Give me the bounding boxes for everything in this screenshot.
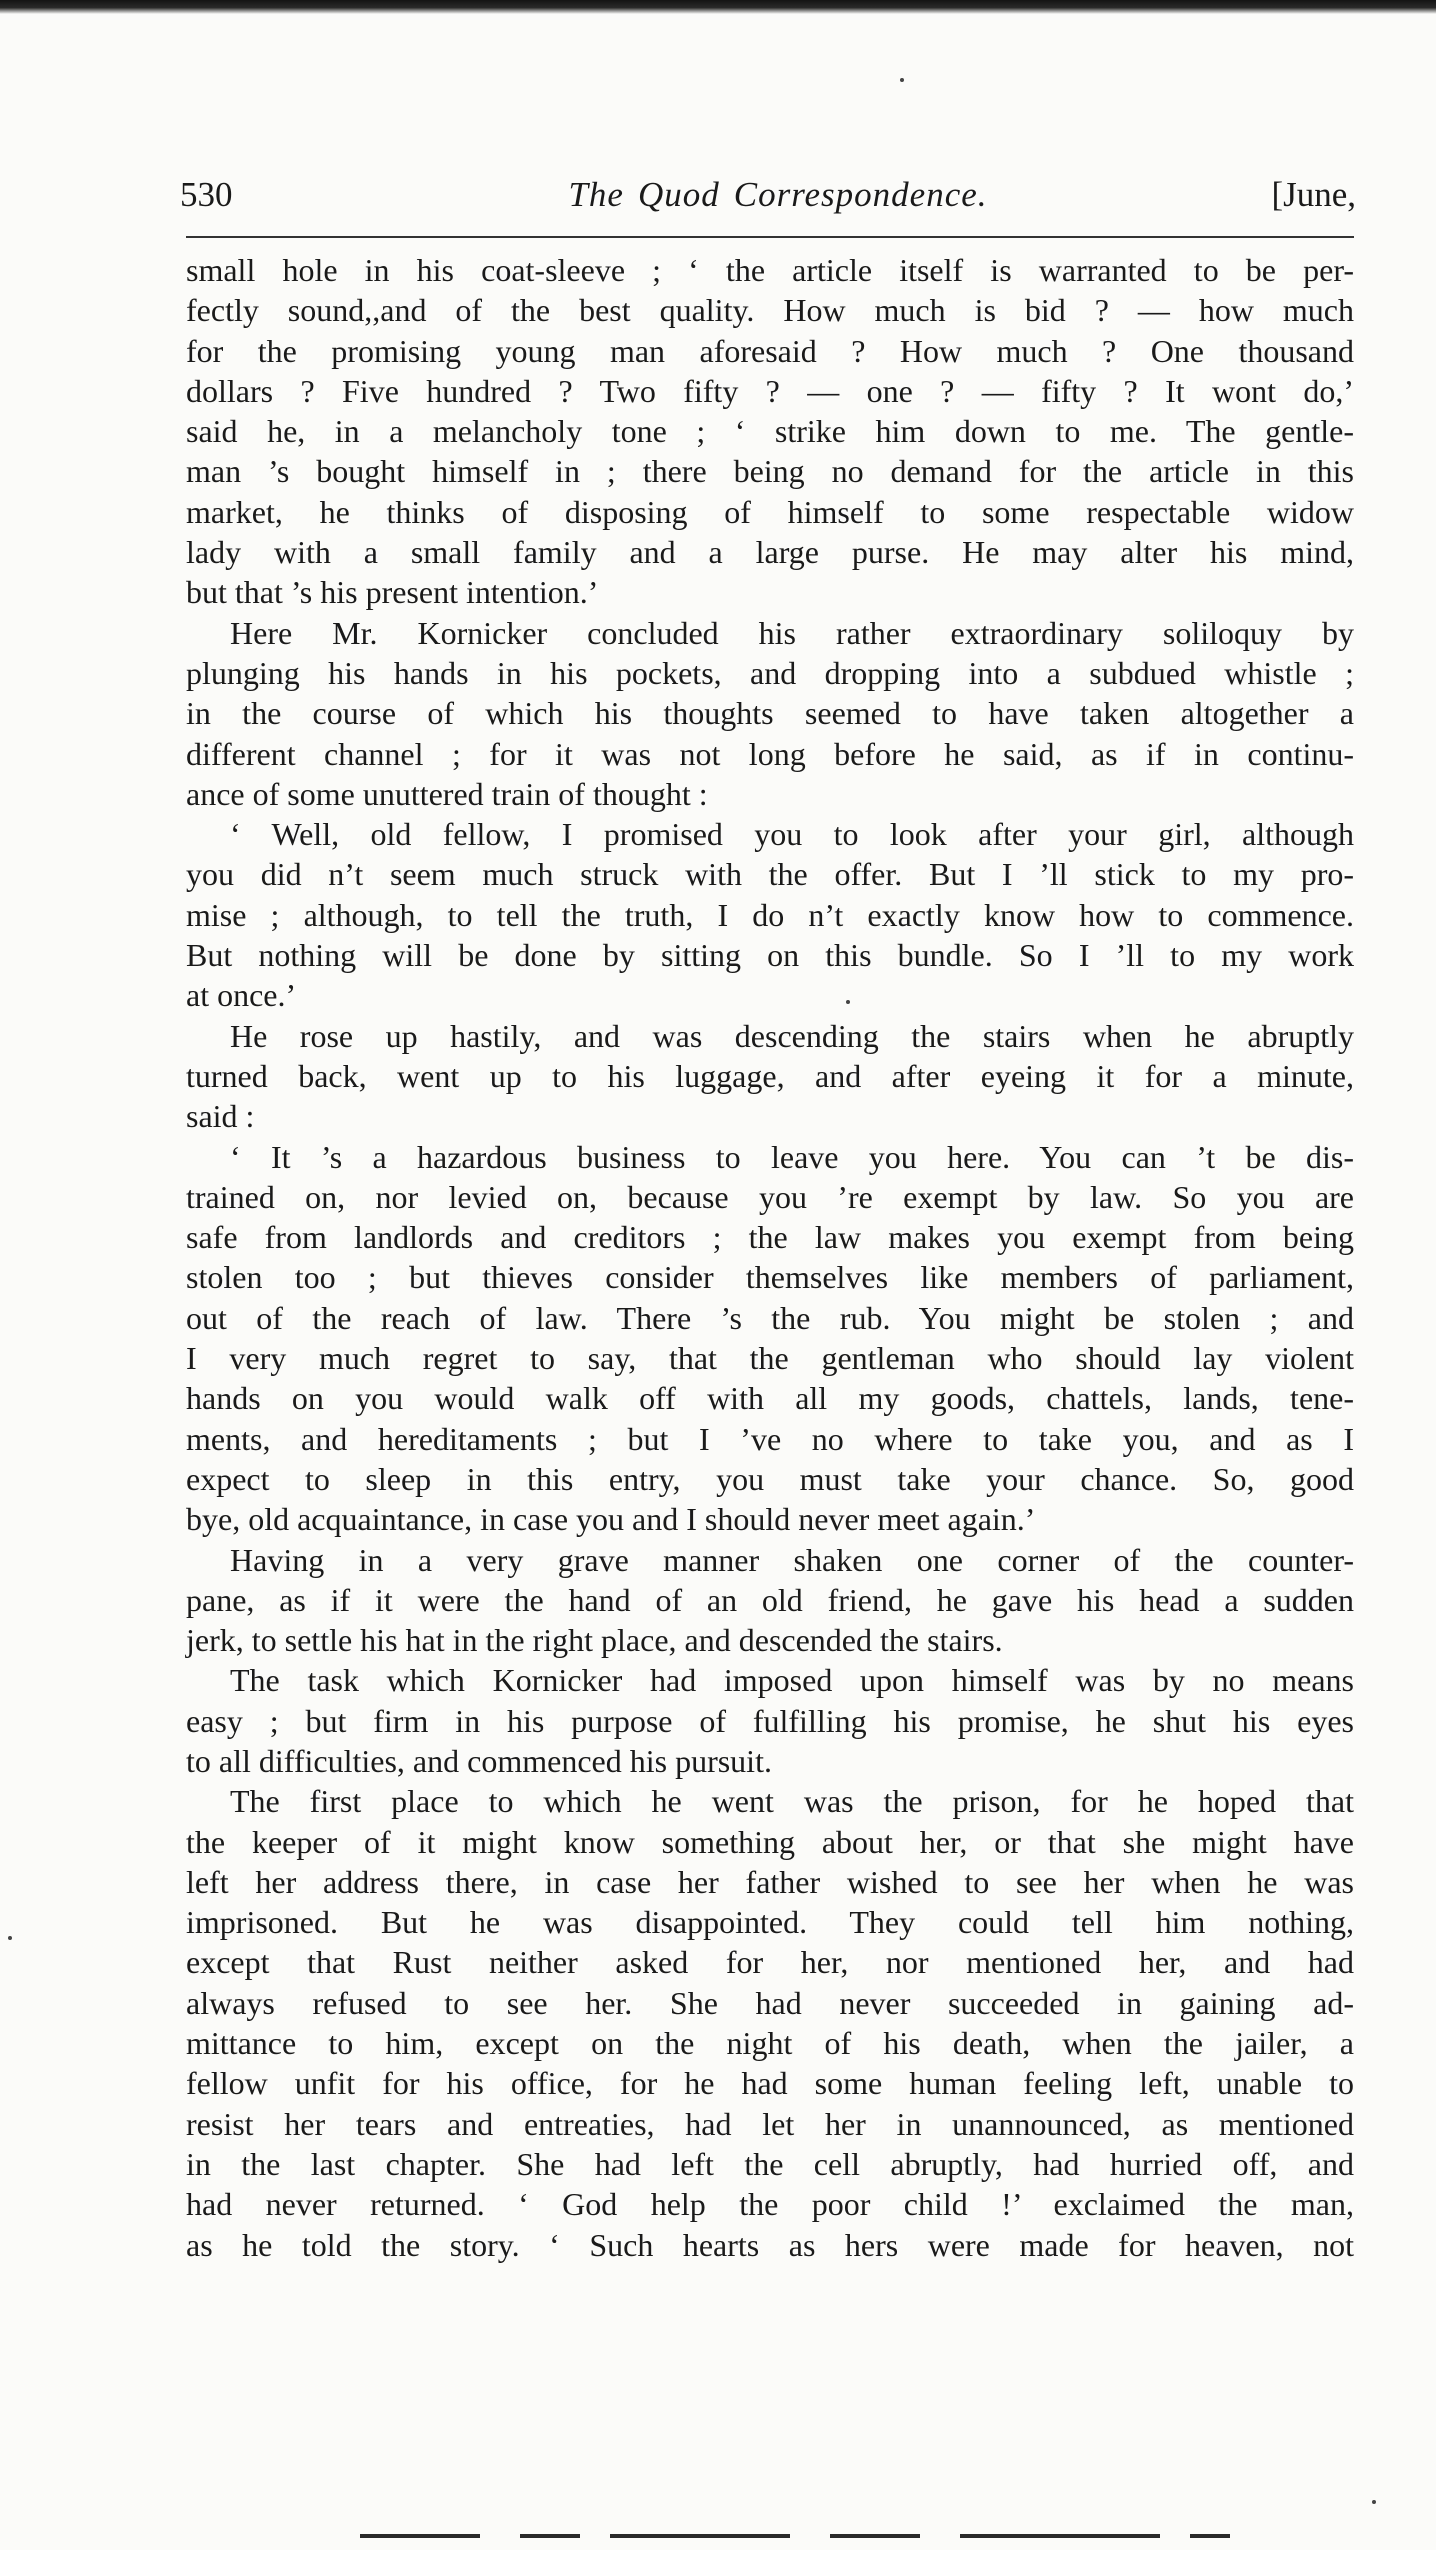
text-line: stolen too ; but thieves consider themselves like members of parliament,: [186, 1259, 1354, 1296]
text-line: jerk, to settle his hat in the right place, and descended the stairs.: [186, 1622, 1003, 1659]
scan-top-edge: [0, 0, 1436, 14]
text-line: different channel ; for it was not long before he said, as if in continu-: [186, 735, 1354, 772]
text-line: plunging his hands in his pockets, and dropping into a subdued whistle ;: [186, 654, 1354, 691]
text-line: to all difficulties, and commenced his pursuit.: [186, 1742, 772, 1779]
text-line: had never returned. ‘ God help the poor child !’ exclaimed the man,: [186, 2186, 1354, 2223]
text-line: always refused to see her. She had never succeeded in gaining ad-: [186, 1984, 1354, 2021]
paragraph-first-line: The first place to which he went was the prison, for he hoped that: [230, 1783, 1354, 1820]
text-line: man ’s bought himself in ; there being no demand for the article in this: [186, 453, 1354, 490]
scan-speck: [900, 78, 904, 82]
page-number: 530: [180, 175, 233, 214]
text-line: out of the reach of law. There ’s the rub. You might be stolen ; and: [186, 1299, 1354, 1336]
text-line: fectly sound,,and of the best quality. How much is bid ? — how much: [186, 292, 1354, 329]
title-word: Correspondence.: [733, 175, 988, 214]
scan-speck: [846, 1000, 850, 1004]
text-line: easy ; but firm in his purpose of fulfilling his promise, he shut his eyes: [186, 1702, 1354, 1739]
paragraph-first-line: ‘ It ’s a hazardous business to leave you here. You can ’t be dis-: [230, 1138, 1354, 1175]
scan-speck: [1372, 2500, 1376, 2504]
text-line: at once.’: [186, 977, 297, 1014]
text-line: But nothing will be done by sitting on this bundle. So I ’ll to my work: [186, 937, 1354, 974]
text-line: fellow unfit for his office, for he had some human feeling left, unable to: [186, 2065, 1354, 2102]
text-line: except that Rust neither asked for her, nor mentioned her, and had: [186, 1944, 1354, 1981]
paragraph-first-line: He rose up hastily, and was descending the stairs when he abruptly: [230, 1017, 1354, 1054]
scan-bottom-edge: [360, 2530, 1240, 2542]
text-line: turned back, went up to his luggage, and after eyeing it for a minute,: [186, 1057, 1354, 1094]
text-line: trained on, nor levied on, because you ’re exempt by law. So you are: [186, 1178, 1354, 1215]
text-line: in the last chapter. She had left the cell abruptly, had hurried off, and: [186, 2145, 1354, 2182]
text-line: said :: [186, 1098, 255, 1135]
text-line: safe from landlords and creditors ; the law makes you exempt from being: [186, 1219, 1354, 1256]
paragraph-first-line: ‘ Well, old fellow, I promised you to look after your girl, although: [230, 816, 1354, 853]
text-line: imprisoned. But he was disappointed. They could tell him nothing,: [186, 1904, 1354, 1941]
paragraph-first-line: The task which Kornicker had imposed upon himself was by no means: [230, 1662, 1354, 1699]
text-line: left her address there, in case her father wished to see her when he was: [186, 1863, 1354, 1900]
body-text: [186, 250, 1354, 2265]
running-month: [June,: [1271, 175, 1356, 214]
text-line: the keeper of it might know something about her, or that she might have: [186, 1823, 1354, 1860]
text-line: pane, as if it were the hand of an old friend, he gave his head a sudden: [186, 1581, 1354, 1618]
running-header: [180, 172, 1356, 218]
text-line: expect to sleep in this entry, you must take your chance. So, good: [186, 1460, 1354, 1497]
text-line: but that ’s his present intention.’: [186, 574, 599, 611]
paragraph-first-line: Having in a very grave manner shaken one corner of the counter-: [230, 1541, 1354, 1578]
text-line: market, he thinks of disposing of himself to some respectable widow: [186, 493, 1354, 530]
text-line: ments, and hereditaments ; but I ’ve no where to take you, and as I: [186, 1420, 1354, 1457]
text-line: resist her tears and entreaties, had let her in unannounced, as mentioned: [186, 2105, 1354, 2142]
text-line: bye, old acquaintance, in case you and I should never meet again.’: [186, 1501, 1036, 1538]
text-line: small hole in his coat-sleeve ; ‘ the article itself is warranted to be per-: [186, 252, 1354, 288]
running-title: [180, 172, 1356, 218]
text-line: dollars ? Five hundred ? Two fifty ? — one ? — fifty ? It wont do,’: [186, 372, 1354, 409]
text-line: ance of some unuttered train of thought :: [186, 775, 708, 812]
text-line: as he told the story. ‘ Such hearts as hers were made for heaven, not: [186, 2226, 1354, 2263]
text-line: hands on you would walk off with all my goods, chattels, lands, tene-: [186, 1380, 1354, 1417]
text-line: you did n’t seem much struck with the offer. But I ’ll stick to my pro-: [186, 856, 1354, 893]
text-line: lady with a small family and a large purse. He may alter his mind,: [186, 534, 1354, 571]
text-line: said he, in a melancholy tone ; ‘ strike him down to me. The gentle-: [186, 413, 1354, 450]
text-line: in the course of which his thoughts seemed to have taken altogether a: [186, 695, 1354, 732]
text-line: I very much regret to say, that the gentleman who should lay violent: [186, 1340, 1354, 1377]
title-word: Quod: [637, 175, 720, 214]
header-rule: [186, 236, 1354, 238]
paragraph-first-line: Here Mr. Kornicker concluded his rather extraordinary soliloquy by: [230, 614, 1354, 651]
text-line: for the promising young man aforesaid ? How much ? One thousand: [186, 332, 1354, 369]
scan-speck: [8, 1936, 12, 1940]
text-line: mittance to him, except on the night of his death, when the jailer, a: [186, 2025, 1354, 2062]
title-word: The: [568, 175, 624, 214]
text-line: mise ; although, to tell the truth, I do n’t exactly know how to commence.: [186, 896, 1354, 933]
